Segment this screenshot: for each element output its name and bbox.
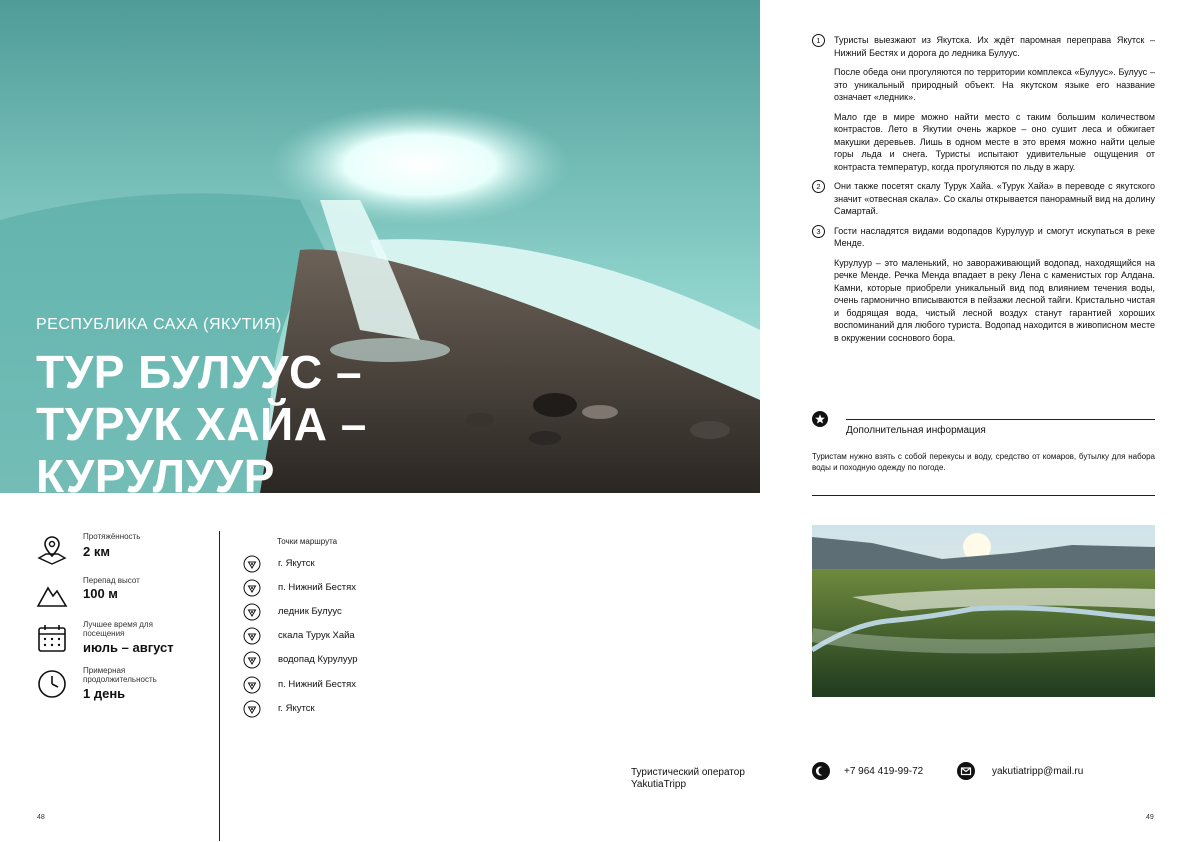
- item-number: 3: [812, 225, 825, 238]
- description-paragraph: Гости насладятся видами водопадов Курулуур и смогут искупаться в реке Менде.: [834, 225, 1155, 248]
- map-pin-icon: [36, 534, 68, 566]
- page-number-right: 49: [1146, 814, 1154, 821]
- item-number: 1: [812, 34, 825, 47]
- phone-icon: [812, 762, 830, 780]
- region-label: РЕСПУБЛИКА САХА (ЯКУТИЯ): [36, 316, 282, 333]
- tour-title-line: ТУР БУЛУУС –: [36, 346, 363, 398]
- route-marker-icon: [243, 651, 261, 669]
- stat-duration: [36, 666, 216, 706]
- route-marker-icon: [243, 603, 261, 621]
- tour-stats: [36, 532, 216, 710]
- route-marker-icon: [243, 555, 261, 573]
- description-paragraph: Они также посетят скалу Турук Хайа. «Турук Хайа» в переводе с якутского значит «отвесная скала». Со скалы открывается панорамный вид на долину Самартай.: [834, 181, 1155, 216]
- operator-label: Туристический оператор: [631, 767, 745, 778]
- extra-info-text: Туристам нужно взять с собой перекусы и воду, средство от комаров, бутылку для набора воды и походную одежду по погоде.: [812, 452, 1155, 472]
- calendar-icon: [36, 622, 68, 654]
- extra-info-title: Дополнительная информация: [846, 425, 986, 436]
- description-item: [812, 225, 1155, 345]
- tour-title-line: КУРУЛУУР: [36, 450, 275, 493]
- landscape-photo: [812, 525, 1155, 697]
- route-point-label: водопад Курулуур: [278, 654, 358, 666]
- stat-label: Примерная продолжительность: [83, 666, 157, 684]
- route-point-label: скала Турук Хайа: [278, 630, 355, 642]
- stat-best-time: [36, 620, 216, 660]
- route-point-label: п. Нижний Бестях: [278, 678, 356, 690]
- route-point-label: п. Нижний Бестях: [278, 582, 356, 594]
- stat-elevation: [36, 576, 216, 616]
- mountain-icon: [36, 578, 68, 610]
- divider: [846, 419, 1155, 420]
- column-divider: [219, 531, 220, 841]
- route-point-label: г. Якутск: [278, 702, 315, 714]
- email-address[interactable]: yakutiatripp@mail.ru: [992, 766, 1084, 777]
- route-marker-icon: [243, 700, 261, 718]
- divider: [812, 495, 1155, 496]
- tour-title: [36, 346, 367, 493]
- description-paragraph: Туристы выезжают из Якутска. Их ждёт паромная переправа Якутск – Нижний Бестях и дорога до ледника Булуус.: [834, 35, 1155, 58]
- description-paragraph: Мало где в мире можно найти место с таким большим количеством контрастов. Лето в Якутии очень жаркое – оно сушит леса и обжигает макушки деревьев. Лишь в одном месте в это время можно найти целые горы льда и снега. Туристы испытают удивительные ощущения от контраста температур, когда прогуляются по льду в жару.: [834, 111, 1155, 172]
- route-marker-icon: [243, 579, 261, 597]
- tour-title-line: ТУРУК ХАЙА –: [36, 398, 367, 450]
- stat-label: Перепад высот: [83, 576, 140, 585]
- stat-label: Лучшее время для посещения: [83, 620, 153, 638]
- operator-name: YakutiaTripp: [631, 779, 687, 790]
- clock-icon: [36, 668, 68, 700]
- route-point-label: г. Якутск: [278, 558, 315, 569]
- route-marker-icon: [243, 676, 261, 694]
- stat-value: июль – август: [83, 640, 174, 655]
- stat-distance: [36, 532, 216, 572]
- description-paragraph: Курулуур – это маленький, но завораживающий водопад, находящийся на речке Менде. Речка Менда впадает в реку Лена с каменистых гор Алдана. Камни, которые приобрели уникальный вид под влиянием течения воды, очень гармонично вписываются в пейзажи лесной тайги. Кристально чистая и бодрящая вода, чистый лесной воздух станут гарантией хороших воспоминаний для любого туриста. Водопад находится в живописном месте в окружении соснового бора.: [834, 257, 1155, 343]
- tour-description: [812, 34, 1155, 351]
- operator-info: [631, 767, 745, 791]
- phone-number[interactable]: +7 964 419-99-72: [844, 766, 924, 777]
- description-item: [812, 180, 1155, 218]
- star-icon: [812, 411, 828, 427]
- route-marker-icon: [243, 627, 261, 645]
- item-number: 2: [812, 180, 825, 193]
- page-number-left: 48: [37, 814, 45, 821]
- description-item: [812, 34, 1155, 173]
- hero-photo-ice-cave: [0, 0, 760, 493]
- route-heading: Точки маршрута: [277, 537, 338, 546]
- stat-value: 2 км: [83, 544, 110, 559]
- stat-value: 1 день: [83, 686, 126, 701]
- stat-value: 100 м: [83, 586, 118, 601]
- description-paragraph: После обеда они прогуляются по территории комплекса «Булуус». Булуус – это уникальный природный объект. На якутском языке его название означает «ледник».: [834, 67, 1155, 102]
- route-point-label: ледник Булуус: [278, 606, 342, 618]
- email-icon: [957, 762, 975, 780]
- stat-label: Протяжённость: [83, 532, 141, 541]
